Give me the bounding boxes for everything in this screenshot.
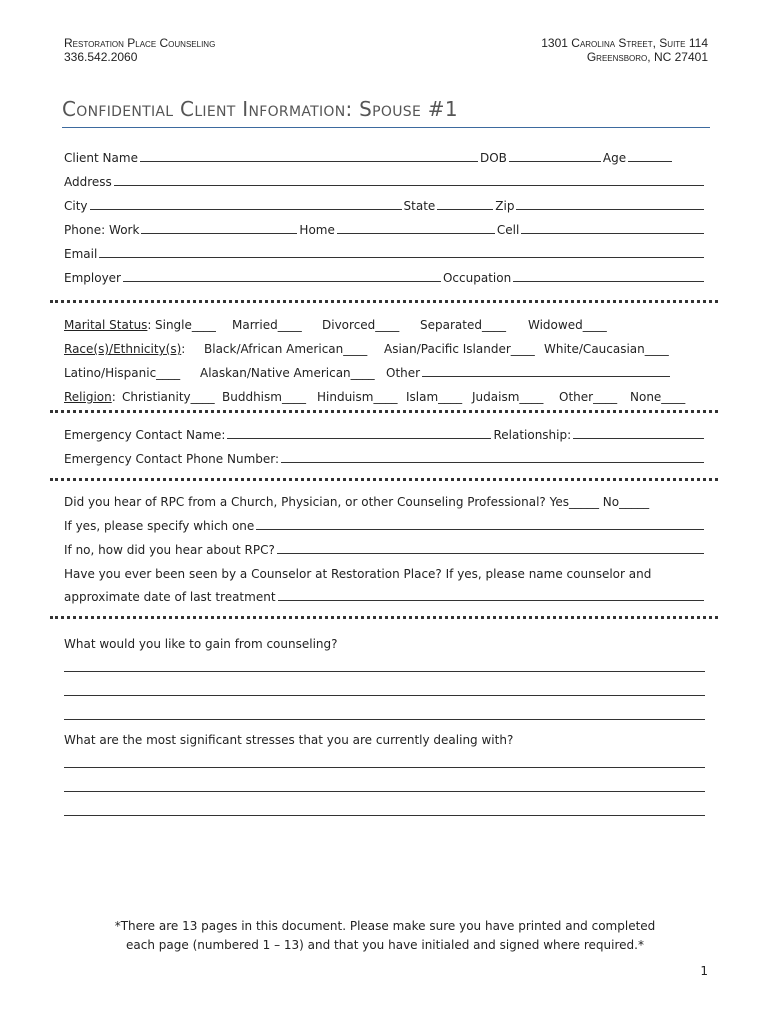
emergency-contact-row xyxy=(64,427,706,443)
footer-line-1: *There are 13 pages in this document. Please make sure you have printed and completed xyxy=(114,919,656,933)
practice-info xyxy=(64,36,215,64)
title-divider xyxy=(62,127,710,128)
org-phone: 336.542.2060 xyxy=(64,50,138,64)
street-address: 1301 Carolina Street, Suite 114 xyxy=(541,36,708,50)
stress-question: What are the most significant stresses that you are currently dealing with? xyxy=(64,733,514,747)
referral-no-row xyxy=(64,542,706,558)
client-name-label: Client Name xyxy=(64,151,138,165)
age-field[interactable] xyxy=(628,151,672,162)
city-row xyxy=(64,198,706,214)
footer-line-2: each page (numbered 1 – 13) and that you have initialed and signed where required.* xyxy=(126,938,644,952)
address-row xyxy=(64,174,706,190)
race-option-alaskan[interactable]: Alaskan/Native American____ xyxy=(200,366,375,380)
dob-field[interactable] xyxy=(509,151,601,162)
work-phone-field[interactable] xyxy=(141,223,297,234)
marital-status-label: Marital Status xyxy=(64,318,148,332)
referral-no-label: If no, how did you hear about RPC? xyxy=(64,543,275,557)
city-state-zip: Greensboro, NC 27401 xyxy=(586,50,708,64)
emergency-contact-field[interactable] xyxy=(227,428,491,439)
marital-option-separated[interactable]: Separated____ xyxy=(420,318,506,332)
marital-option-married[interactable]: Married____ xyxy=(232,318,302,332)
emergency-phone-field[interactable] xyxy=(281,452,704,463)
section-divider xyxy=(50,410,718,413)
race-option-latino[interactable]: Latino/Hispanic____ xyxy=(64,366,181,380)
cell-phone-field[interactable] xyxy=(521,223,704,234)
employer-field[interactable] xyxy=(123,271,441,282)
emergency-phone-row xyxy=(64,451,706,467)
home-phone-label: Home xyxy=(299,223,335,237)
referral-question: Did you hear of RPC from a Church, Physician, or other Counseling Professional? Yes_____ No_____ xyxy=(64,495,650,509)
referral-yes-row xyxy=(64,518,706,534)
race-option-white[interactable]: White/Caucasian____ xyxy=(544,342,669,356)
home-phone-field[interactable] xyxy=(337,223,495,234)
religion-row: Religion: Christianity____ Buddhism____ Hinduism____ Islam____ Judaism____ Other____ None____ xyxy=(64,390,686,404)
prior-treatment-field[interactable] xyxy=(278,590,704,601)
section-divider xyxy=(50,616,718,619)
address-label: Address xyxy=(64,175,112,189)
zip-label: Zip xyxy=(495,199,515,213)
employer-row xyxy=(64,270,706,286)
race-row: Race(s)/Ethnicity(s): Black/African American____ Asian/Pacific Islander____ White/Caucasian____ xyxy=(64,342,669,356)
marital-option-divorced[interactable]: Divorced____ xyxy=(322,318,400,332)
marital-option-single[interactable]: Single____ xyxy=(155,318,216,332)
employer-label: Employer xyxy=(64,271,121,285)
religion-option-islam[interactable]: Islam____ xyxy=(406,390,463,404)
religion-label: Religion xyxy=(64,390,112,404)
state-label: State xyxy=(403,199,436,213)
client-name-row xyxy=(64,150,706,166)
religion-option-judaism[interactable]: Judaism____ xyxy=(472,390,544,404)
goals-answer-line[interactable] xyxy=(64,671,705,672)
emergency-phone-label: Emergency Contact Phone Number: xyxy=(64,452,280,466)
race-option-other[interactable] xyxy=(386,365,672,381)
referral-yes-label: If yes, please specify which one xyxy=(64,519,255,533)
relationship-label: Relationship: xyxy=(493,428,572,442)
goals-question: What would you like to gain from counseling? xyxy=(64,637,338,651)
emergency-contact-label: Emergency Contact Name: xyxy=(64,428,226,442)
city-field[interactable] xyxy=(90,199,402,210)
marital-option-widowed[interactable]: Widowed____ xyxy=(528,318,607,332)
state-field[interactable] xyxy=(437,199,493,210)
page-title: Confidential Client Information: Spouse #1 xyxy=(62,97,458,121)
prior-treatment-label: approximate date of last treatment xyxy=(64,590,276,604)
age-label: Age xyxy=(602,151,627,165)
client-name-field[interactable] xyxy=(140,151,478,162)
referral-yes-field[interactable] xyxy=(256,519,704,530)
religion-option-none[interactable]: None____ xyxy=(630,390,686,404)
race-other-label: Other xyxy=(386,366,421,380)
race-option-asian[interactable]: Asian/Pacific Islander____ xyxy=(384,342,535,356)
prior-treatment-row xyxy=(64,589,706,605)
phone-row xyxy=(64,222,706,238)
page-number: 1 xyxy=(700,964,708,978)
zip-field[interactable] xyxy=(516,199,704,210)
email-row xyxy=(64,246,706,262)
occupation-field[interactable] xyxy=(513,271,704,282)
race-other-field[interactable] xyxy=(422,366,670,377)
marital-status-row: Marital Status: Single____ Married____ Divorced____ Separated____ Widowed____ xyxy=(64,318,607,332)
section-divider xyxy=(50,478,718,481)
prior-counselor-question: Have you ever been seen by a Counselor at Restoration Place? If yes, please name counselor and xyxy=(64,567,652,581)
stress-answer-line[interactable] xyxy=(64,791,705,792)
stress-answer-line[interactable] xyxy=(64,815,705,816)
religion-option-christianity[interactable]: Christianity____ xyxy=(122,390,215,404)
referral-no-field[interactable] xyxy=(277,543,704,554)
footer-note xyxy=(80,917,690,955)
goals-answer-line[interactable] xyxy=(64,719,705,720)
occupation-label: Occupation xyxy=(442,271,512,285)
race-option-black[interactable]: Black/African American____ xyxy=(204,342,368,356)
religion-option-hinduism[interactable]: Hinduism____ xyxy=(317,390,398,404)
stress-answer-line[interactable] xyxy=(64,767,705,768)
email-field[interactable] xyxy=(99,247,704,258)
practice-address xyxy=(541,36,708,64)
cell-phone-label: Cell xyxy=(496,223,520,237)
section-divider xyxy=(50,300,718,303)
relationship-field[interactable] xyxy=(573,428,704,439)
work-phone-label: Phone: Work xyxy=(64,223,140,237)
dob-label: DOB xyxy=(479,151,507,165)
city-label: City xyxy=(64,199,88,213)
address-field[interactable] xyxy=(114,175,704,186)
org-name: Restoration Place Counseling xyxy=(64,36,216,50)
religion-option-buddhism[interactable]: Buddhism____ xyxy=(222,390,306,404)
race-label: Race(s)/Ethnicity(s) xyxy=(64,342,182,356)
race-row-2 xyxy=(64,365,706,381)
email-label: Email xyxy=(64,247,98,261)
goals-answer-line[interactable] xyxy=(64,695,705,696)
religion-option-other[interactable]: Other____ xyxy=(559,390,618,404)
